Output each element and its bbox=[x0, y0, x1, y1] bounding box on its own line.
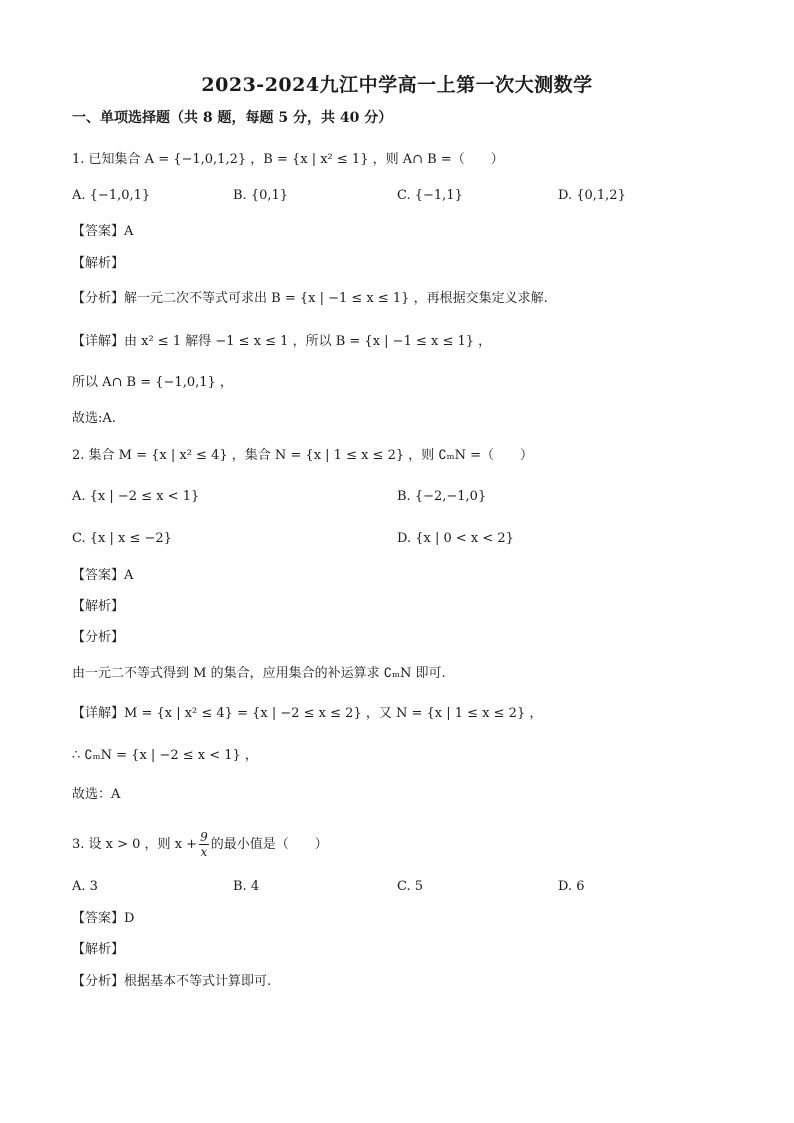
q3-option-a: A. 3 bbox=[72, 879, 98, 894]
q3-stem-pre: 3. 设 x > 0 ，则 x + bbox=[72, 837, 198, 852]
q2-option-c: C. {x | x ≤ −2} bbox=[72, 531, 172, 546]
q2-option-b: B. {−2,−1,0} bbox=[397, 489, 487, 504]
q2-option-a: A. {x | −2 ≤ x < 1} bbox=[72, 489, 200, 504]
q3-fenxi: 【分析】根据基本不等式计算即可. bbox=[72, 974, 272, 989]
q1-detail-1: 【详解】由 x² ≤ 1 解得 −1 ≤ x ≤ 1 ，所以 B = {x | −1 ≤ x ≤ 1} ， bbox=[72, 334, 492, 349]
q1-jiexi: 【解析】 bbox=[72, 256, 125, 271]
q1-option-c: C. {−1,1} bbox=[397, 188, 463, 203]
q3-jiexi: 【解析】 bbox=[72, 942, 125, 957]
q2-jiexi: 【解析】 bbox=[72, 599, 125, 614]
q3-frac-num: 9 bbox=[200, 830, 208, 844]
section-heading: 一、单项选择题（共 8 题，每题 5 分，共 40 分） bbox=[72, 110, 393, 126]
q1-option-b: B. {0,1} bbox=[233, 188, 289, 203]
q3-fraction bbox=[199, 830, 209, 859]
q2-fenxi-body: 由一元二不等式得到 M 的集合，应用集合的补运算求 ∁ₘN 即可. bbox=[72, 666, 446, 681]
q2-option-d: D. {x | 0 < x < 2} bbox=[397, 531, 514, 546]
q1-answer: 【答案】A bbox=[72, 224, 134, 239]
q3-stem bbox=[72, 830, 328, 859]
q3-answer: 【答案】D bbox=[72, 911, 135, 926]
q3-option-c: C. 5 bbox=[397, 879, 424, 894]
q3-option-d: D. 6 bbox=[558, 879, 585, 894]
q3-option-b: B. 4 bbox=[233, 879, 260, 894]
q2-detail-2: ∴ ∁ₘN = {x | −2 ≤ x < 1} ， bbox=[72, 748, 258, 763]
q3-stem-post: 的最小值是（ ） bbox=[210, 837, 328, 852]
q2-fenxi: 【分析】 bbox=[72, 630, 125, 645]
q1-fenxi: 【分析】解一元二次不等式可求出 B = {x | −1 ≤ x ≤ 1} ，再根据交集定义求解. bbox=[72, 291, 548, 306]
q2-stem: 2. 集合 M = {x | x² ≤ 4} ，集合 N = {x | 1 ≤ x ≤ 2} ，则 ∁ₘN =（ ） bbox=[72, 448, 534, 463]
q1-option-a: A. {−1,0,1} bbox=[72, 188, 151, 203]
q1-option-d: D. {0,1,2} bbox=[558, 188, 626, 203]
q1-pick: 故选:A. bbox=[72, 411, 116, 426]
page-title: 2023-2024九江中学高一上第一次大测数学 bbox=[201, 74, 593, 96]
q1-detail-2: 所以 A∩ B = {−1,0,1} ， bbox=[72, 375, 233, 390]
q2-pick: 故选：A bbox=[72, 787, 121, 802]
q3-frac-den: x bbox=[200, 845, 208, 859]
q1-stem: 1. 已知集合 A = {−1,0,1,2} ，B = {x | x² ≤ 1} ，则 A∩ B =（ ） bbox=[72, 152, 504, 167]
q2-answer: 【答案】A bbox=[72, 568, 134, 583]
q2-detail-1: 【详解】M = {x | x² ≤ 4} = {x | −2 ≤ x ≤ 2} ，又 N = {x | 1 ≤ x ≤ 2} ， bbox=[72, 706, 543, 721]
